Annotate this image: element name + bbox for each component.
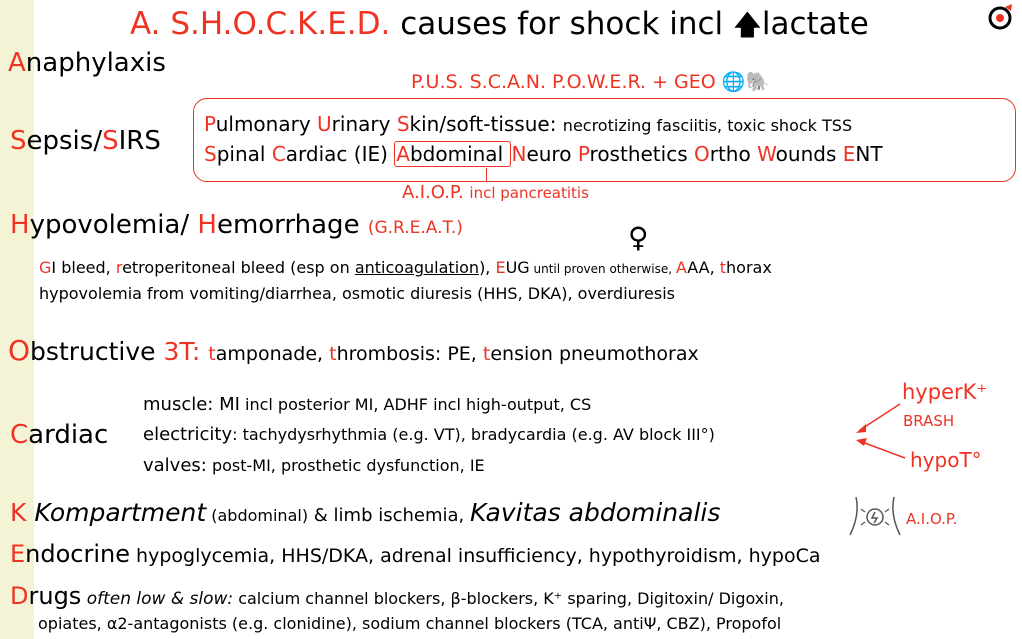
cardiac-arrows [850, 398, 910, 468]
anaphylaxis-heading: Anaphylaxis [8, 48, 166, 78]
cardiac-electricity: electricity: tachydysrhythmia (e.g. VT), bradycardia (e.g. AV block III°) [143, 424, 715, 445]
female-icon: ♀ [628, 221, 649, 254]
hypovolemia-heading: Hypovolemia/ Hemorrhage (G.R.E.A.T.) [10, 210, 463, 240]
cardiac-valves: valves: post-MI, prosthetic dysfunction, IE [143, 455, 485, 476]
obstructive-heading: Obstructive 3T: tamponade, thrombosis: PE, tension pneumothorax [8, 334, 699, 367]
sepsis-heading: Sepsis/SIRS [10, 126, 161, 156]
aiop-connector [486, 168, 487, 182]
up-arrow-icon: 🡅 [733, 8, 762, 41]
sources-row-1: Pulmonary Urinary Skin/soft-tissue: necrotizing fasciitis, toxic shock TSS [204, 112, 853, 136]
cardiac-muscle: muscle: MI incl posterior MI, ADHF incl high-output, CS [143, 394, 592, 415]
kompartment-heading: K Kompartment (abdominal) & limb ischemia, Kavitas abdominalis [10, 498, 721, 527]
brash-note: BRASH [903, 412, 955, 430]
page-title: A. S.H.O.C.K.E.D. causes for shock incl 🡅lactate [130, 6, 869, 42]
cardiac-heading: Cardiac [10, 420, 109, 450]
hypot-note: hypoT° [910, 448, 982, 472]
sources-box [193, 98, 1016, 182]
sources-row-2: Spinal Cardiac (IE) Abdominal Neuro Prosthetics Ortho Wounds ENT [204, 142, 883, 166]
drugs-line-2: opiates, α2-antagonists (e.g. clonidine), sodium channel blockers (TCA, antiΨ, CBZ), Propofol [38, 614, 782, 633]
endocrine-heading: Endocrine hypoglycemia, HHS/DKA, adrenal insufficiency, hypothyroidism, hypoCa [10, 540, 821, 568]
pus-scan-mnemonic: P.U.S. S.C.A.N. P.O.W.E.R. + GEO 🌐🐘 [411, 71, 770, 93]
hyperk-note: hyperK⁺ [902, 380, 988, 404]
elephant-icon: 🐘 [745, 71, 770, 93]
brand-logo-icon [985, 2, 1015, 36]
kompartment-aiop: A.I.O.P. [906, 510, 958, 528]
abdomen-pressure-icon [846, 495, 904, 541]
hypovolemia-line-1: GI bleed, retroperitoneal bleed (esp on anticoagulation), EUG until proven otherwise, AAA, thorax [39, 258, 772, 277]
globe-icon: 🌐 [721, 71, 746, 93]
hypovolemia-line-2: hypovolemia from vomiting/diarrhea, osmotic diuresis (HHS, DKA), overdiuresis [39, 284, 675, 303]
aiop-note: A.I.O.P. incl pancreatitis [402, 182, 589, 203]
drugs-heading: Drugs often low & slow: calcium channel blockers, β-blockers, K⁺ sparing, Digitoxin/ Digoxin, [10, 582, 784, 610]
